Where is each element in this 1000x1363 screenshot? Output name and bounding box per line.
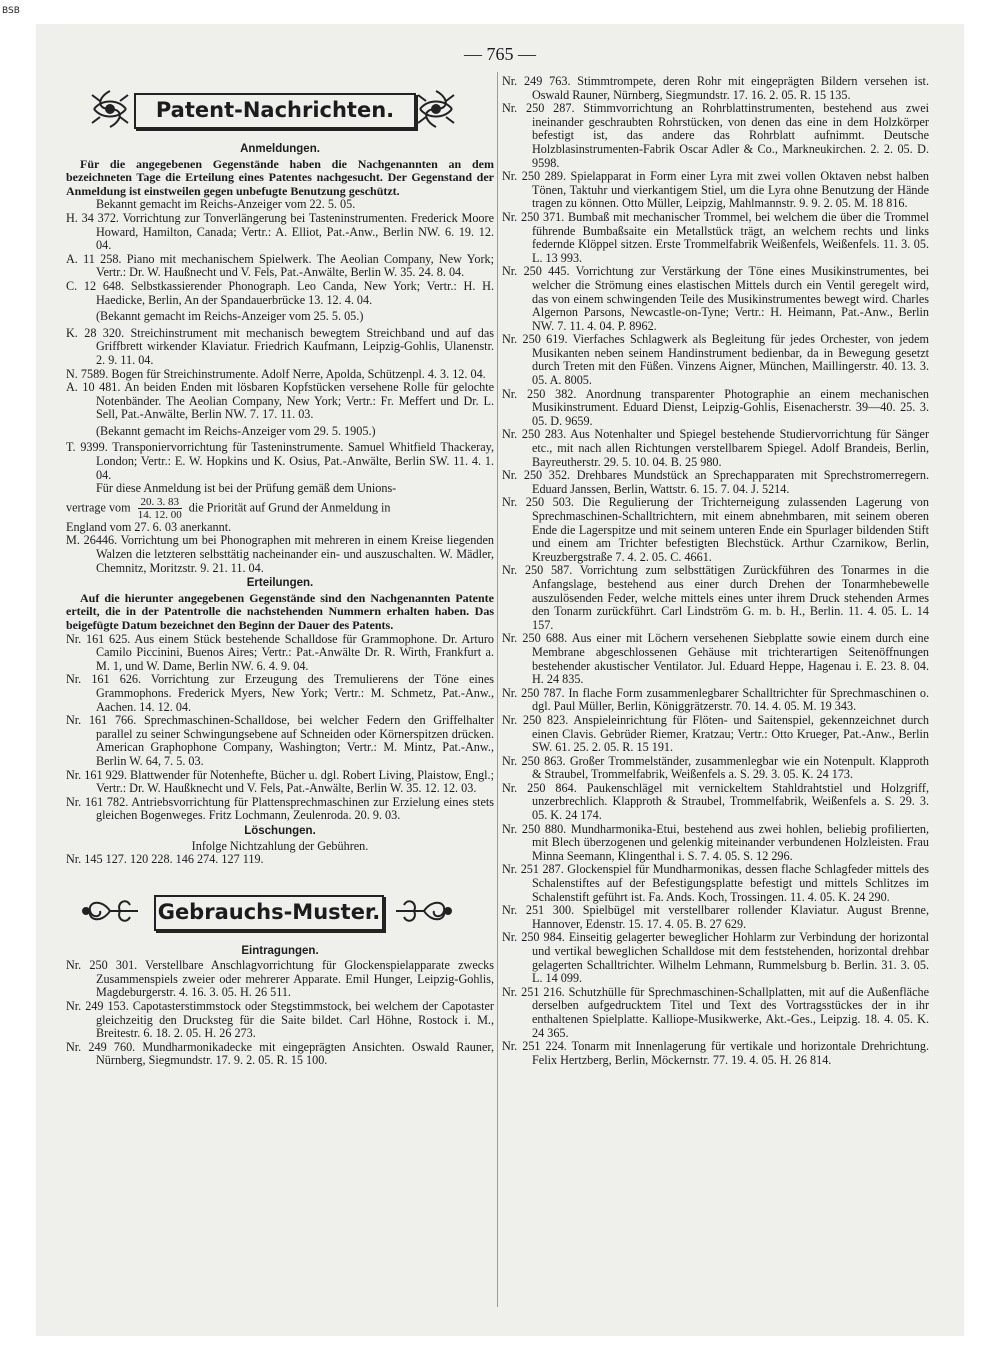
right-column <box>502 75 929 1067</box>
list-item: Nr. 251 287. Glockenspiel für Mundharmonikas, dessen flache Schlagfeder mittels des Schalenstiftes auf der Befestigungsplatte befestigt und mittels Schlitzes im Schalenstift geführt ist. Fa. Ands. Koch, Trossingen. 11. 4. 05. K. 24 290. <box>502 862 929 904</box>
page-number: — 765 — <box>464 44 536 64</box>
list-item: Nr. 250 382. Anordnung transparenter Photographie an einem mechanischen Musikinstrument. Eduard Dienst, Leipzig-Gohlis, Eisenacherstr. 39—40. 25. 3. 05. D. 9659. <box>502 386 929 428</box>
list-item: C. 12 648. Selbstkassierender Phonograph. Leo Canda, New York; Vertr.: H. H. Haedicke, Berlin, An der Spandauerbrücke 13. 12. 4. 04. <box>66 278 494 307</box>
list-item: Nr. 250 688. Aus einer mit Löchern versehenen Siebplatte sowie einem durch eine Membrane abgeschlossenen Gehäuse mit trichterartigen Seitenöffnungen bestehender akustischer Ventilator. Jul. Eduard Heppe, Hagenau i. E. 23. 8. 04. H. 24 835. <box>502 631 929 687</box>
floral-ornament-icon <box>414 87 458 131</box>
scroll-ornament-icon <box>394 889 454 933</box>
anmeldungen-intro: Für die angegebenen Gegenstände haben die Nachgenannten an dem bezeichneten Tage die Erteilung eines Patentes nachgesucht. Der Gegenstand der Anmeldung ist einstweilen gegen unbefugte Benutzung geschützt. <box>66 156 494 198</box>
union-text-post: die Priorität auf Grund der Anmeldung in <box>188 500 391 515</box>
loeschungen-numbers: Nr. 145 127. 120 228. 146 274. 127 119. <box>66 852 264 867</box>
list-item: Nr. 250 863. Großer Trommelständer, zusammenlegbar wie ein Notenpult. Klapproth & Straubel, Trommelfabrik, Weißenfels a. S. 29. 3. 05. K. 24 173. <box>502 753 929 782</box>
column-divider <box>497 72 498 1307</box>
list-item: Nr. 250 787. In flache Form zusammenlegbarer Schalltrichter für Sprechmaschinen o. dgl. Paul Müller, Berlin, Königgrätzerstr. 70. 14. 4. 05. M. 19 343. <box>502 685 929 714</box>
union-fraction <box>138 496 182 521</box>
list-item: Nr. 161 929. Blattwender für Notenhefte, Bücher u. dgl. Robert Living, Plaistow, Engl.; Vertr.: Dr. W. Haußknecht und V. Fels, Pat.-Anwälte, Berlin W. 35. 12. 12. 03. <box>66 767 494 796</box>
list-item: A. 11 258. Piano mit mechanischem Spielwerk. The Aeolian Company, New York; Vertr.: Dr. W. Haußnecht und V. Fels, Pat.-Anwälte, Berlin W. 35. 24. 8. 04. <box>66 251 494 280</box>
list-item: M. 26446. Vorrichtung um bei Phonographen mit mehreren in einem Kreise liegenden Walzen die letzteren selbsttätig nacheinander ein- und auszuschalten. W. Mädler, Chemnitz, Moritzstr. 9. 21. 11. 04. <box>66 533 494 575</box>
patent-banner <box>66 87 494 137</box>
union-fraction-top: 20. 3. 83 <box>138 496 182 509</box>
list-item: Nr. 250 880. Mundharmonika-Etui, bestehend aus zwei hohlen, beliebig profilierten, mit Blech überzogenen und gelenkig miteinander verbundenen Holzleisten. Frau Minna Seemann, Klingenthal i. S. 7. 4. 05. S. 12 296. <box>502 821 929 863</box>
union-text-line-1: Für diese Anmeldung ist bei der Prüfung gemäß dem Unions- <box>96 481 397 496</box>
left-column <box>66 75 494 1068</box>
floral-ornament-icon <box>88 87 132 131</box>
notice-3: (Bekannt gemacht im Reichs-Anzeiger vom 29. 5. 1905.) <box>96 423 376 438</box>
list-item: Nr. 250 352. Drehbares Mundstück an Sprechapparaten mit Sprechstromerregern. Eduard Janssen, Berlin, Wattstr. 6. 15. 7. 04. J. 5214. <box>502 468 929 496</box>
list-item: Nr. 161 625. Aus einem Stück bestehende Schalldose für Grammophone. Dr. Arturo Camilo Piccinini, Buenos Aires; Vertr.: Pat.-Anwälte Dr. R. Wirth, Frankfurt a. M. 1, und W. Dame, Berlin NW. 6. 4. 9. 04. <box>66 631 494 673</box>
list-item: Nr. 251 224. Tonarm mit Innenlagerung für vertikale und horizontale Drehrichtung. Felix Hertzberg, Berlin, Möckernstr. 77. 19. 4. 05. H. 26 814. <box>502 1039 929 1067</box>
list-item: Nr. 250 503. Die Regulierung der Trichterneigung zulassenden Lagerung von Sprechmaschinen-Schalltrichtern, mit einem abnehmbaren, mit seinem oberen Ende die Lagerspitze und mit seinem unteren Ende ein Spurlager bildenden Stift und einem am Trichter befestigten Blechstück. Arthur Czarnikow, Berlin, Kreuzbergstraße 7. 4. 2. 05. C. 4661. <box>502 495 929 564</box>
list-item: T. 9399. Transponiervorrichtung für Tasteninstrumente. Samuel Whitfield Thackeray, London; Vertr.: E. W. Hopkins und K. Osius, Pat.-Anwälte, Berlin SW. 11. 4. 1. 04. <box>66 440 494 482</box>
list-item: Nr. 249 763. Stimmtrompete, deren Rohr mit eingeprägten Bildern versehen ist. Oswald Rauner, Nürnberg, Siegmundstr. 17. 16. 2. 05. R. 15 135. <box>502 74 929 102</box>
list-item: Nr. 251 216. Schutzhülle für Sprechmaschinen-Schallplatten, mit auf die Außenfläche derselben aufgedrucktem Titel und Text des Vortragsstückes der in ihr enthaltenen Spielplatte. Kalliope-Musikwerke, Akt.-Ges., Leipzig. 18. 4. 05. K. 24 365. <box>502 984 929 1040</box>
list-item: Nr. 250 823. Anspieleinrichtung für Flöten- und Saitenspiel, gekennzeichnet durch einen Clavis. Gebrüder Riemer, Kratzau; Vertr.: Otto Krueger, Pat.-Anw., Berlin SW. 61. 25. 2. 05. R. 15 191. <box>502 712 929 755</box>
gebrauchsmuster-title: Gebrauchs-Muster. <box>154 895 384 931</box>
list-item: Nr. 250 445. Vorrichtung zur Verstärkung der Töne eines Musikinstrumentes, bei welcher die Strömung eines elastischen Mittels durch ein Ventil geregelt wird, das von einem schwingenden Teile des Musikinstrumentes bewegt wird. Charles Algernon Parsons, Newcastle-on-Tyne; Vertr.: H. Heimann, Pat.-Anw., Berlin NW. 7. 11. 4. 04. P. 8962. <box>502 264 929 333</box>
list-item: Nr. 250 371. Bumbaß mit mechanischer Trommel, bei welchem die über die Trommel führende Bumbaßsaite ein Metallstück trägt, an welchem rechts und links federnde Klöppel sitzen. Erste Trommelfabrik Weißenfels, Weißenfels. 11. 3. 05. L. 13 993. <box>502 209 929 265</box>
scroll-ornament-icon <box>80 889 140 933</box>
list-item: H. 34 372. Vorrichtung zur Tonverlängerung bei Tasteninstrumenten. Frederick Moore Howard, Hamilton, Canada; Vertr.: A. Elliot, Pat.-Anw., Berlin NW. 6. 19. 12. 04. <box>66 210 494 253</box>
list-item: Nr. 161 782. Antriebsvorrichtung für Plattensprechmaschinen zur Erzielung eines stets gleichen Bogenweges. Fritz Lochmann, Zeulenroda. 20. 9. 03. <box>66 794 494 823</box>
union-text-line-2 <box>66 496 494 521</box>
patent-title: Patent-Nachrichten. <box>134 93 416 129</box>
list-item: Nr. 161 766. Sprechmaschinen-Schalldose, bei welcher Federn den Griffelhalter parallel zu seiner Schwingungsebene auf Schneiden oder Körnerspitzen drücken. American Graphophone Company, Washington; Vertr.: M. Mintz, Pat.-Anw., Berlin W. 64, 7. 5. 03. <box>66 713 494 768</box>
list-item: Nr. 250 864. Paukenschlägel mit vernickeltem Stahldrahtstiel und Holzgriff, unzerbrechlich. Klapproth & Straubel, Trommelfabrik, Weißenfels a. S. 29. 3. 05. K. 24 174. <box>502 780 929 823</box>
list-item: Nr. 249 153. Capotasterstimmstock oder Stegstimmstock, bei welchem der Capotaster gleichzeitig den Drucksteg für die Saite bildet. Carl Höhne, Rostock i. M., Breitestr. 6. 18. 2. 05. H. 26 273. <box>66 999 494 1041</box>
list-item: A. 10 481. An beiden Enden mit lösbaren Kopfstücken versehene Rolle für gelochte Notenbänder. The Aeolian Company, New York; Vertr.: Fr. Meffert und Dr. L. Sell, Pat.-Anwälte, Berlin NW. 7. 17. 11. 03. <box>66 380 494 422</box>
list-item: Nr. 250 287. Stimmvorrichtung an Rohrblattinstrumenten, bestehend aus zwei ineinander geschraubten Rohrstücken, von denen das eine in dem Holzkörper befestigt ist, das andere das Rohrblatt aufnimmt. Deutsche Holzblasinstrumenten-Fabrik Oscar Adler & Co., Markneukirchen. 2. 2. 05. D. 9598. <box>502 101 929 170</box>
list-item: Nr. 251 300. Spielbügel mit verstellbarer rollender Klaviatur. August Brenne, Hannover, Edenstr. 15. 17. 4. 05. B. 27 629. <box>502 903 929 931</box>
loeschungen-note: Infolge Nichtzahlung der Gebühren. <box>191 838 369 853</box>
list-item: Nr. 250 587. Vorrichtung zum selbsttätigen Zurückführen des Tonarmes in die Anfangslage, bestehend aus einer durch Drehen der Tonarmhebewelle auszulösenden Feder, welche mittels eines unter ihrem Druck stehenden Armes den Tonarm zurückführt. Carl Lindström G. m. b. H., Berlin. 11. 4. 05. L. 14 157. <box>502 563 929 632</box>
union-text-pre: vertrage vom <box>66 500 131 515</box>
eintragungen-heading: Eintragungen. <box>241 944 319 957</box>
union-text-line-3: England vom 27. 6. 03 anerkannt. <box>66 519 232 534</box>
library-mark: BSB <box>2 6 20 16</box>
gebrauchsmuster-banner <box>66 889 494 939</box>
erteilungen-heading: Erteilungen. <box>246 577 314 590</box>
erteilungen-intro: Auf die hierunter angegebenen Gegenstände sind den Nachgenannten Patente erteilt, die in der Patentrolle die nachstehenden Nummern erhalten haben. Das beigefügte Datum bezeichnet den Beginn der Dauer des Patents. <box>66 590 494 632</box>
list-item: Nr. 250 301. Verstellbare Anschlagvorrichtung für Glockenspielapparate zwecks Zusammenspiels zweier oder mehrerer Apparate. Emil Hunger, Leipzig-Gohlis, Magdeburgerstr. 4. 16. 3. 05. H. 26 511. <box>66 958 494 1000</box>
anmeldungen-heading: Anmeldungen. <box>240 143 320 155</box>
loeschungen-heading: Löschungen. <box>244 824 316 837</box>
list-item: Nr. 250 283. Aus Notenhalter und Spiegel bestehende Studiervorrichtung für Sänger etc., mit nach allen Richtungen verstellbarem Spiegel. Adolf Brandeis, Berlin, Bayreutherstr. 29. 5. 10. 04. B. 25 980. <box>502 427 929 469</box>
list-item: Nr. 250 619. Vierfaches Schlagwerk als Begleitung für jedes Orchester, von jedem Musikanten neben seinem Handinstrument bedienbar, da in Bewegung gesetzt durch Treten mit den Füßen. Vinzens Aigner, München, Maillingerstr. 40. 13. 3. 05. A. 8005. <box>502 332 929 388</box>
list-item: N. 7589. Bogen für Streichinstrumente. Adolf Nerre, Apolda, Schützenpl. 4. 3. 12. 04. <box>66 366 486 381</box>
list-item: Nr. 161 626. Vorrichtung zur Erzeugung des Tremulierens der Töne eines Grammophons. Frederick Myers, New York; Vertr.: M. Schmetz, Pat.-Anw., Aachen. 14. 12. 04. <box>66 672 494 714</box>
notice-1: Bekannt gemacht im Reichs-Anzeiger vom 22. 5. 05. <box>96 197 356 212</box>
union-fraction-bottom: 14. 12. 00 <box>137 508 182 521</box>
list-item: Nr. 250 984. Einseitig gelagerter beweglicher Hohlarm zur Verbindung der horizontal und vertikal beweglichen Schalldose mit dem feststehenden, horizontal drehbar gelagerten Schalltrichter. Wilhelm Lehmann, Rummelsburg b. Berlin. 31. 3. 05. L. 14 099. <box>502 930 929 986</box>
notice-2: (Bekannt gemacht im Reichs-Anzeiger vom 25. 5. 05.) <box>96 309 364 324</box>
list-item: Nr. 249 760. Mundharmonikadecke mit eingeprägten Ansichten. Oswald Rauner, Nürnberg, Siegmundstr. 17. 9. 2. 05. R. 15 100. <box>66 1039 494 1068</box>
list-item: K. 28 320. Streichinstrument mit mechanisch bewegtem Streichband und auf das Griffbrett wirkender Klaviatur. Friedrich Kaufmann, Leipzig-Gohlis, Ulanenstr. 2. 9. 11. 04. <box>66 325 494 367</box>
list-item: Nr. 250 289. Spielapparat in Form einer Lyra mit zwei vollen Oktaven nebst halben Tönen, Taktuhr und vierkantigem Stiel, um die Lyra ohne Benutzung der Hände tragen zu können. Otto Müller, Leipzig, Mahlmannstr. 9. 9. 2. 05. M. 18 816. <box>502 169 929 211</box>
